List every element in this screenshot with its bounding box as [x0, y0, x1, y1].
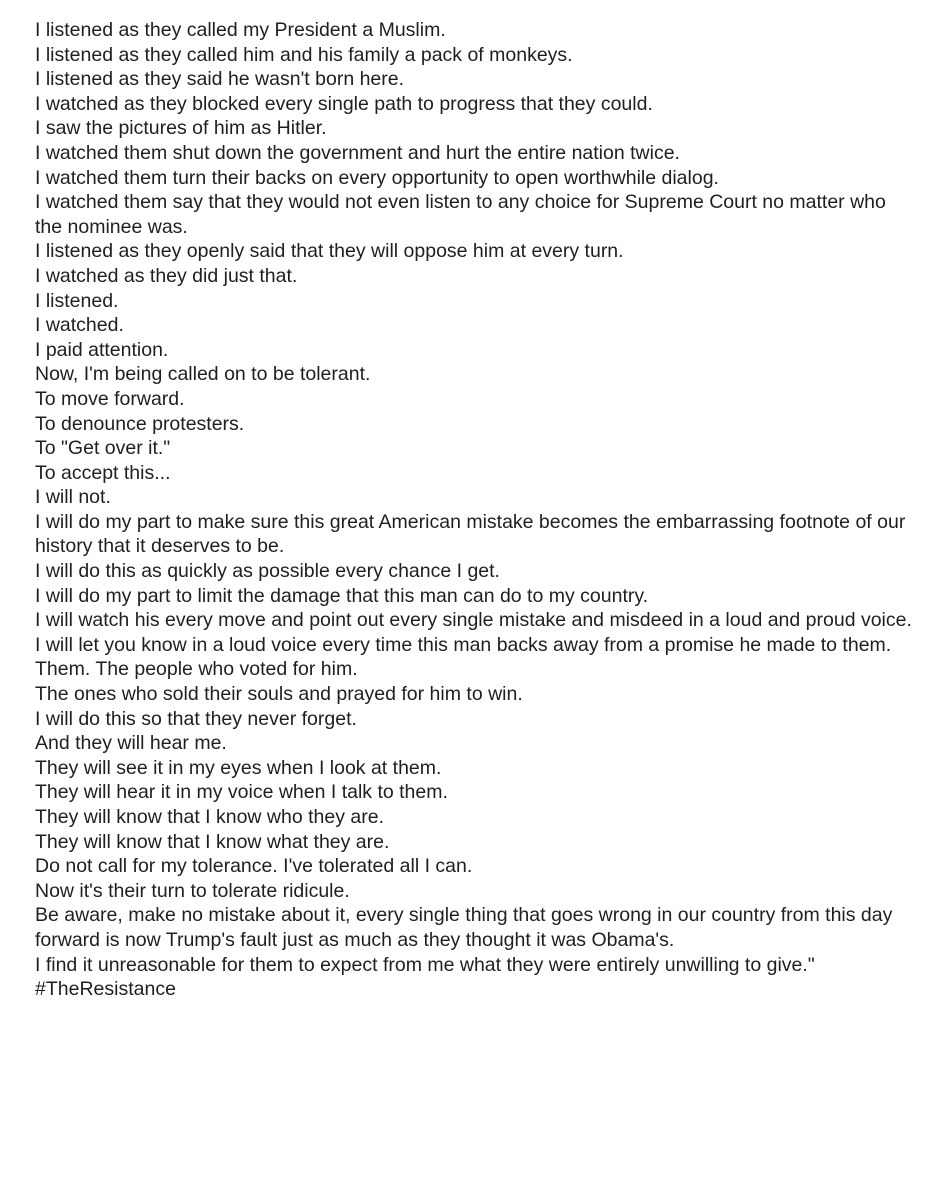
text-line: I will let you know in a loud voice every time this man backs away from a promise he made to them. — [35, 633, 892, 656]
text-line: I watched as they did just that. — [35, 264, 298, 287]
text-line: I listened as they called him and his family a pack of monkeys. — [35, 43, 573, 66]
text-line: I watched as they blocked every single path to progress that they could. — [35, 92, 653, 115]
hashtag: #TheResistance — [35, 978, 176, 1001]
text-line: I listened. — [35, 289, 119, 312]
text-line: They will know that I know who they are. — [35, 806, 384, 828]
text-line: I listened as they said he wasn't born here. — [35, 68, 405, 91]
text-line: They will hear it in my voice when I talk to them. — [35, 781, 448, 804]
text-line: To "Get over it." — [35, 437, 171, 460]
text-line: They will see it in my eyes when I look at them. — [35, 756, 442, 779]
text-line: I will do my part to limit the damage that this man can do to my country. — [35, 584, 649, 607]
text-line: The ones who sold their souls and prayed for him to win. — [35, 683, 523, 706]
text-line: To denounce protesters. — [35, 412, 245, 435]
text-line: I will do this so that they never forget. — [35, 707, 357, 730]
document-body — [35, 18, 915, 1002]
text-line: Them. The people who voted for him. — [35, 658, 358, 681]
text-line: I watched. — [35, 314, 124, 337]
text-line: And they will hear me. — [35, 732, 227, 755]
text-line: Do not call for my tolerance. I've tolerated all I can. — [35, 855, 473, 878]
text-line: I will watch his every move and point out every single mistake and misdeed in a loud and proud voice. — [35, 609, 912, 632]
text-line: Now, I'm being called on to be tolerant. — [35, 363, 371, 386]
text-line: To move forward. — [35, 387, 185, 410]
text-line: I will not. — [35, 486, 111, 509]
text-line: They will know that I know what they are. — [35, 830, 390, 853]
text-line: I watched them say that they would not even listen to any choice for Supreme Court no matter who the nominee was. — [35, 191, 886, 238]
text-line: I watched them turn their backs on every opportunity to open worthwhile dialog. — [35, 166, 719, 189]
text-line: To accept this... — [35, 461, 171, 484]
text-line: I listened as they openly said that they will oppose him at every turn. — [35, 240, 624, 263]
text-line: I will do this as quickly as possible every chance I get. — [35, 560, 500, 583]
text-line: I listened as they called my President a Muslim. — [35, 19, 446, 41]
text-line: I find it unreasonable for them to expect from me what they were entirely unwilling to give." — [35, 953, 815, 976]
text-line: I will do my part to make sure this great American mistake becomes the embarrassing footnote of our history that it deserves to be. — [35, 510, 906, 558]
text-line: Be aware, make no mistake about it, every single thing that goes wrong in our country from this day forward is now Trump's fault just as much as they thought it was Obama's. — [35, 904, 893, 951]
text-line: I saw the pictures of him as Hitler. — [35, 117, 327, 140]
text-line: Now it's their turn to tolerate ridicule. — [35, 879, 350, 902]
text-line: I paid attention. — [35, 338, 169, 361]
text-line: I watched them shut down the government and hurt the entire nation twice. — [35, 141, 680, 164]
